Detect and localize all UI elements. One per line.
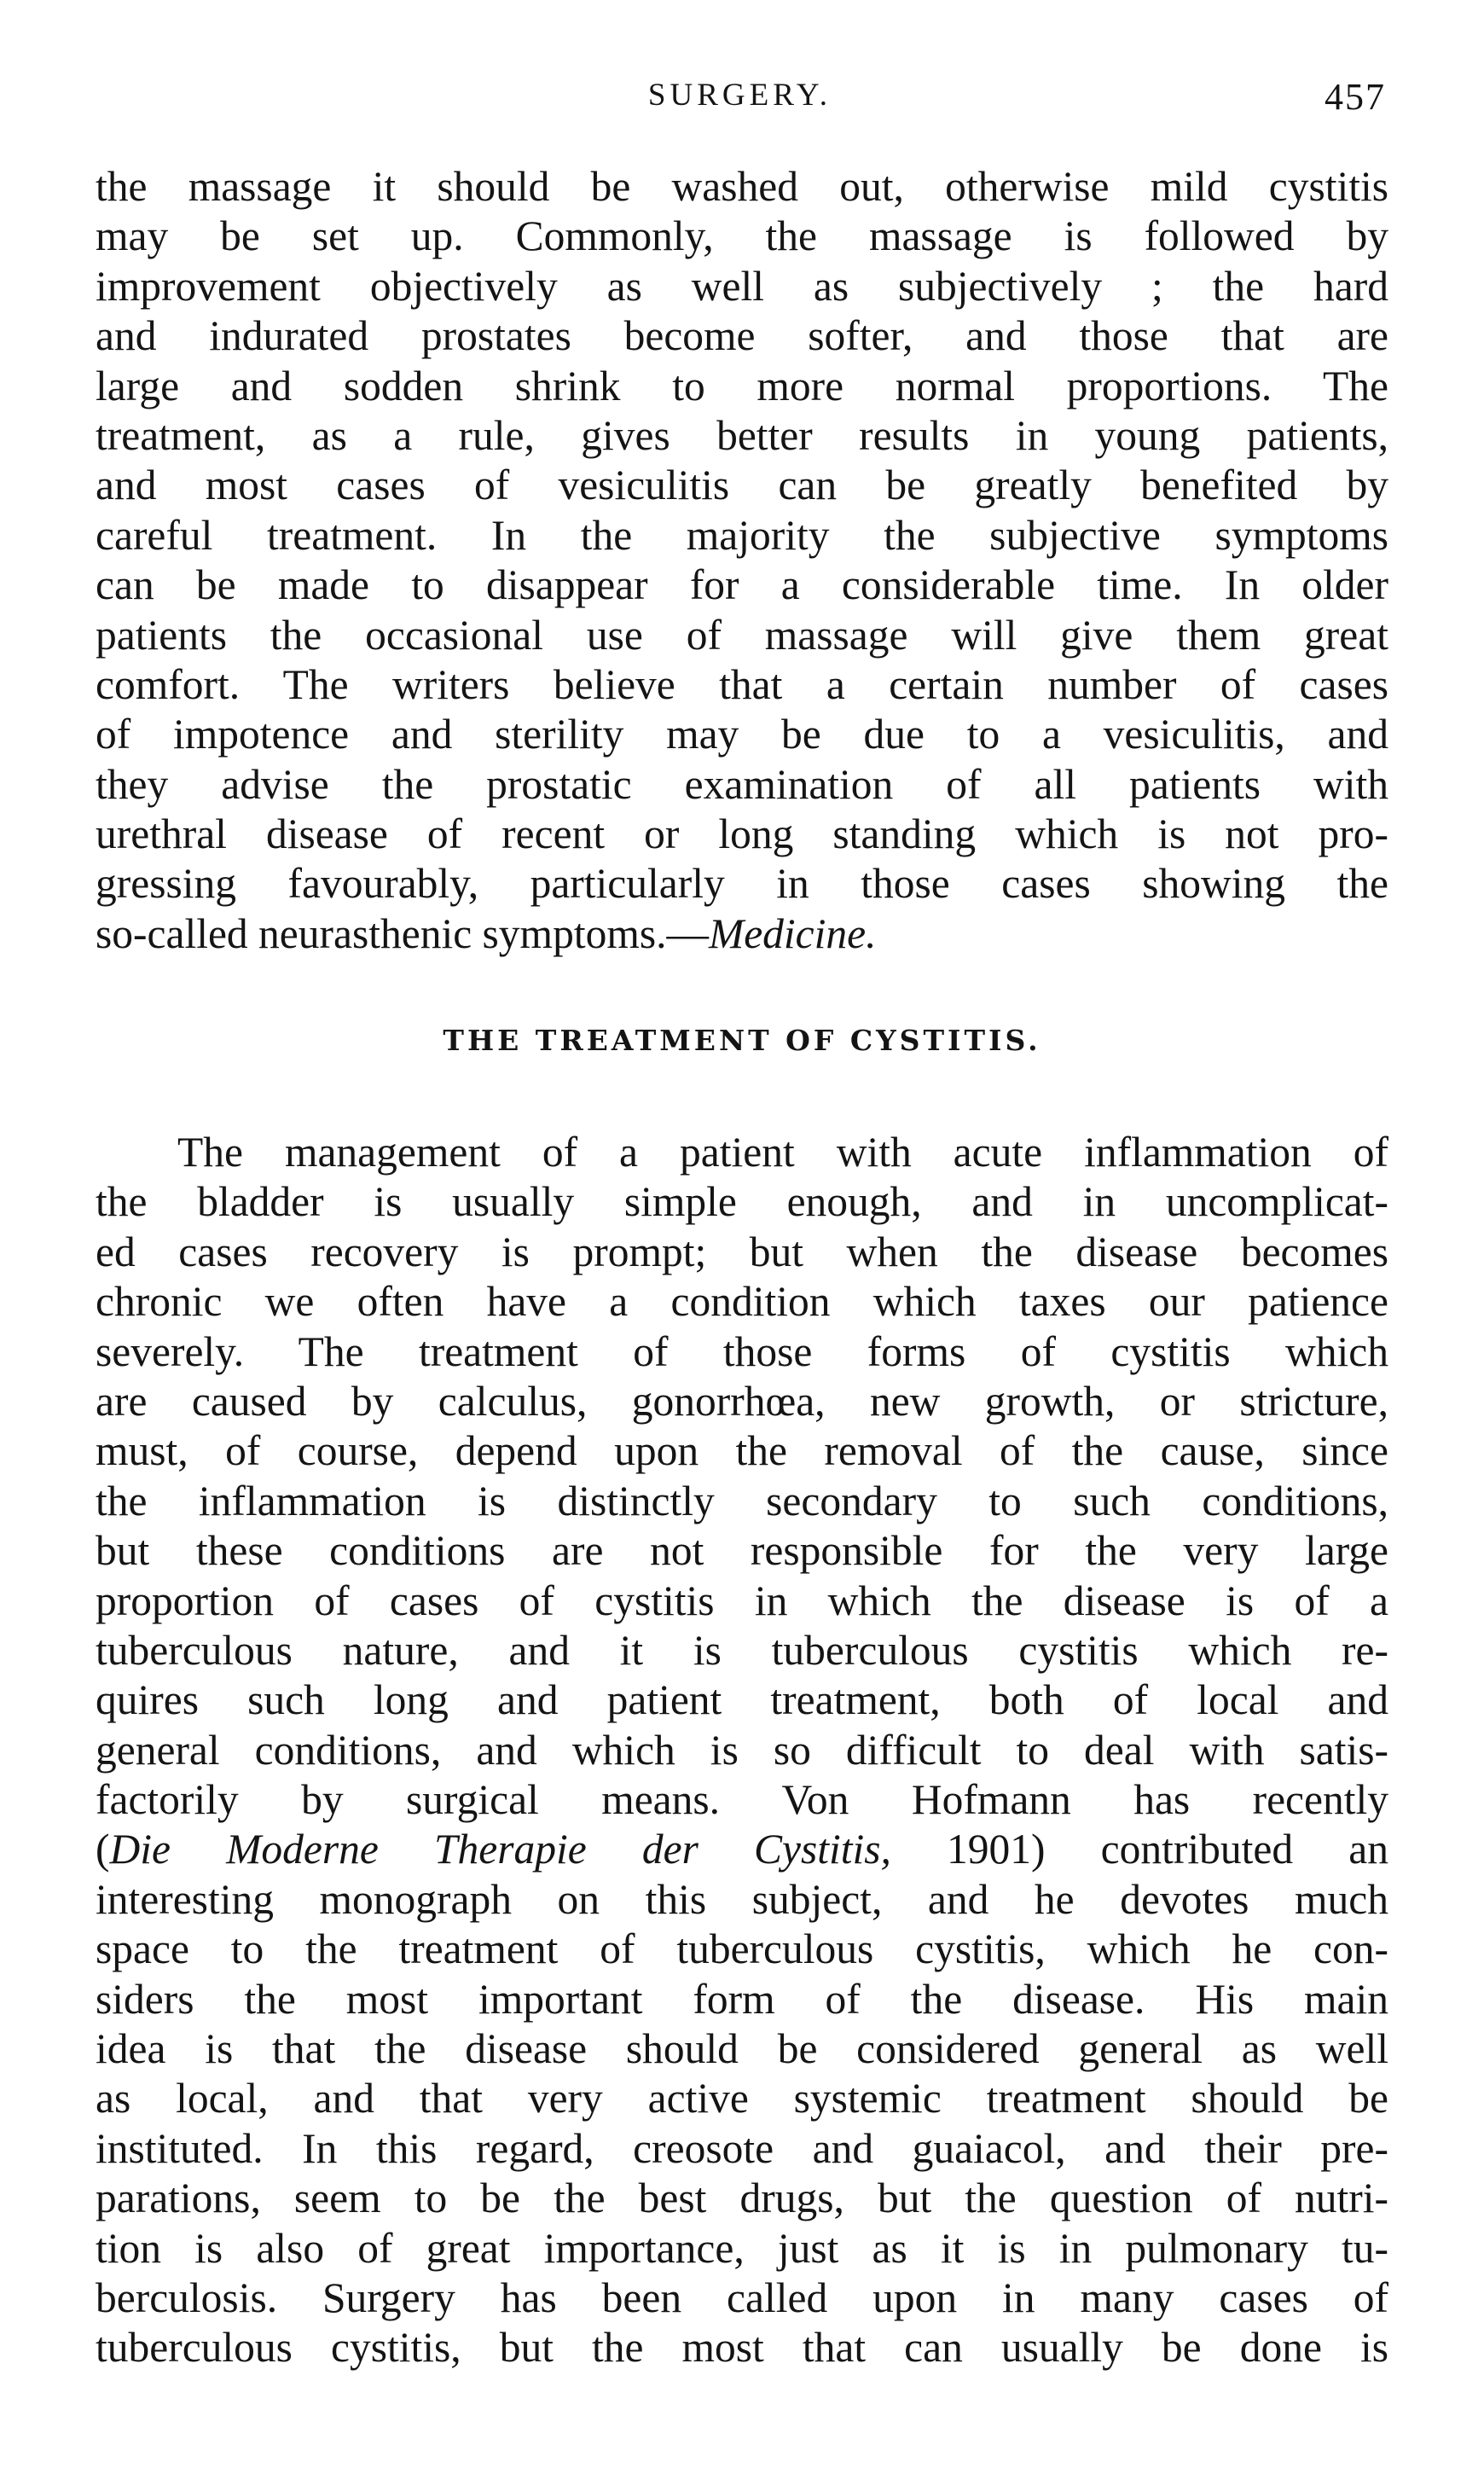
text-line: the massage it should be washed out, otherwise mild cystitis [96, 163, 1388, 210]
text-line: ed cases recovery is prompt; but when the disease becomes [96, 1228, 1388, 1275]
text-line: siders the most important form of the disease. His main [96, 1975, 1388, 2023]
text-line: factorily by surgical means. Von Hofmann has recently [96, 1776, 1388, 1824]
text-line: comfort. The writers believe that a certain number of cases [96, 660, 1388, 708]
text-line: severely. The treatment of those forms of cystitis which [96, 1327, 1388, 1375]
text-line: as local, and that very active systemic treatment should be [96, 2075, 1388, 2122]
text-line: careful treatment. In the majority the subjective symptoms [96, 511, 1388, 559]
paragraph-massage [96, 162, 1388, 959]
page-number: 457 [1325, 76, 1386, 118]
text-line: treatment, as a rule, gives better results in young patients, [96, 411, 1388, 459]
citation-open: ( [96, 1826, 110, 1873]
text-line: they advise the prostatic examination of all patients with [96, 760, 1388, 808]
text-line: urethral disease of recent or long standing which is not pro- [96, 810, 1388, 858]
text-line: idea is that the disease should be considered general as well [96, 2025, 1388, 2073]
text-line: chronic we often have a condition which taxes our patience [96, 1278, 1388, 1326]
text-line: proportion of cases of cystitis in which the disease is of a [96, 1577, 1388, 1624]
text-line: can be made to disappear for a considerable time. In older [96, 561, 1388, 609]
citation-line [96, 1825, 1388, 1874]
text-line: but these conditions are not responsible for the very large [96, 1527, 1388, 1575]
text-line: patients the occasional use of massage will give them great [96, 611, 1388, 659]
text-line: interesting monograph on this subject, and he devotes much [96, 1875, 1388, 1923]
text-line: quires such long and patient treatment, both of local and [96, 1676, 1388, 1724]
source-citation: Medicine. [708, 909, 877, 957]
text-line: the inflammation is distinctly secondary to such conditions, [96, 1477, 1388, 1524]
line-text: so-called neurasthenic symptoms.— [96, 909, 709, 957]
citation-rest: 1901) contributed an [890, 1826, 1388, 1873]
text-line: parations, seem to be the best drugs, but the question of nutri- [96, 2175, 1388, 2222]
text-line: tion is also of great importance, just as it is in pulmonary tu- [96, 2224, 1388, 2272]
running-title: SURGERY. [647, 78, 832, 113]
text-line: of impotence and sterility may be due to a vesiculitis, and [96, 711, 1388, 758]
text-line: instituted. In this regard, creosote and guaiacol, and their pre- [96, 2124, 1388, 2172]
text-line: tuberculous nature, and it is tuberculous cystitis which re- [96, 1626, 1388, 1674]
text-line: gressing favourably, particularly in those cases showing the [96, 860, 1388, 908]
text-line: space to the treatment of tuberculous cystitis, which he con- [96, 1925, 1388, 1973]
paragraph-cystitis [96, 1128, 1388, 2373]
text-line: The management of a patient with acute inflammation of [177, 1129, 1388, 1176]
text-line: berculosis. Surgery has been called upon in many cases of [96, 2273, 1388, 2321]
text-line: improvement objectively as well as subjectively ; the hard [96, 262, 1388, 310]
text-line: are caused by calculus, gonorrhœa, new growth, or stricture, [96, 1377, 1388, 1425]
running-head [94, 75, 1386, 126]
text-line: must, of course, depend upon the removal of the cause, since [96, 1427, 1388, 1475]
text-line: general conditions, and which is so difficult to deal with satis- [96, 1726, 1388, 1774]
text-line: may be set up. Commonly, the massage is followed by [96, 212, 1388, 260]
text-line: the bladder is usually simple enough, and in uncomplicat- [96, 1178, 1388, 1226]
text-line-last [96, 909, 1388, 959]
citation-title: Die Moderne Therapie der Cystitis, [109, 1826, 891, 1873]
text-line: and indurated prostates become softer, and those that are [96, 312, 1388, 360]
text-line: large and sodden shrink to more normal proportions. The [96, 362, 1388, 409]
text-line: tuberculous cystitis, but the most that can usually be done is [96, 2324, 1388, 2372]
section-heading: THE TREATMENT OF CYSTITIS. [443, 1024, 1041, 1057]
text-line: and most cases of vesiculitis can be greatly benefited by [96, 462, 1388, 509]
